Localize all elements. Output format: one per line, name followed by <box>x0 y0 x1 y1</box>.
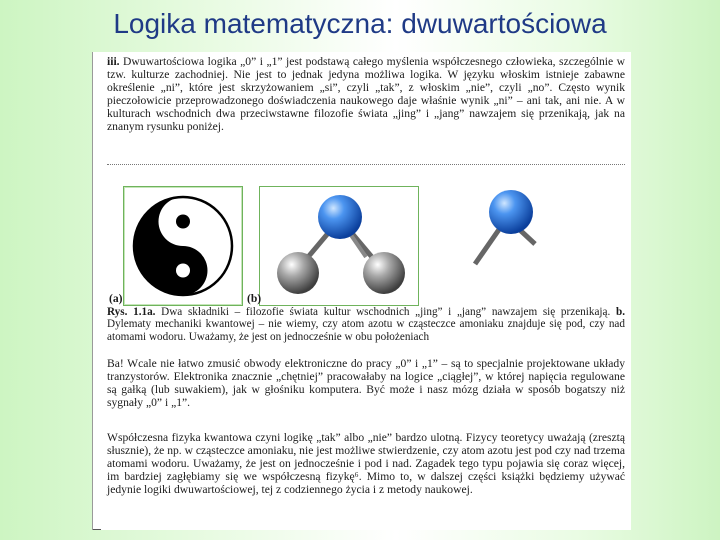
dotted-separator <box>107 164 625 165</box>
caption-text-2: Dylematy mechaniki kwantowej – nie wiemy, czy atom azotu w cząsteczce amoniaku znajduje się pod, czy nad atomami wodoru. Uważamy, że jest on jednocześnie w obu położeniach <box>107 318 625 343</box>
paragraph-intro-text: Dwuwartościowa logika „0” i „1” jest podstawą całego myślenia współczesnego człowieka, szczególnie w tzw. kulturze zachodniej. Nie jest to jednak jedyna możliwa logika. W języku włoskim istnieje zabawne określenie „ni”, które jest skrzyżowaniem „si”, czyli „tak”, z włoskim „nie”, czyli „no”. Często wynik pieczołowicie przeprowadzonego doświadczenia naukowego daje właśnie wynik „ni” – ani tak, ani nie. A w kulturach wschodnich dwa przeciwstawne filozofie świata „jing” i „jang” nawzajem się przenikają, jak na znanym rysunku poniżej. <box>107 55 625 133</box>
paragraph-intro <box>107 56 625 133</box>
slide-title: Logika matematyczna: dwuwartościowa <box>113 8 607 39</box>
ammonia-molecule-icon <box>260 187 418 305</box>
figure-1-1 <box>107 168 625 304</box>
paragraph-quantum: Współczesna fizyka kwantowa czyni logikę „tak” albo „nie” bardzo ulotną. Fizycy teoretycy uważają (zresztą słusznie), że np. w cząsteczce amoniaku, nie jest możliwe stwierdzenie, czy atom azotu jest pod czy nad trzema atomami wodoru. Uważamy, że jest on jednocześnie i pod i nad. Zagadek tego typu pojawia się coraz więcej, im bardziej zagłębiamy się we współczesną fizykę⁶. Mimo to, w dalszej części książki będziemy używać jedynie logiki dwuwartościowej, tej z codziennego życia i z metody naukowej. <box>107 431 625 496</box>
caption-b-mark: b. <box>615 306 626 318</box>
paragraph-number: iii. <box>107 55 120 68</box>
paragraph-electronics: Ba! Wcale nie łatwo zmusić obwody elektroniczne do pracy „0” i „1” – są to specjalnie projektowane układy tranzystorów. Elektronika znacznie „chętniej” pracowałaby na logice „ciągłej”, w której napięcia regulowane są gałką (lub suwakiem), jak w głośniku komputera. Być może i nasz mózg działa w sposób bogatszy niż sygnały „0” i „1”. <box>107 357 625 409</box>
figure-label-a: (a) <box>109 292 123 305</box>
figure-label-b: (b) <box>247 292 262 305</box>
nitrogen-atom-icon <box>427 182 577 292</box>
caption-lead: Rys. 1.1a. <box>107 306 156 318</box>
yin-yang-panel <box>123 186 243 306</box>
caption-text-1: Dwa składniki – filozofie świata kultur wschodnich „jing” i „jang” nawzajem się przenikają. <box>155 306 616 318</box>
ammonia-molecule-panel <box>259 186 419 306</box>
figure-caption <box>107 306 625 343</box>
yin-yang-icon <box>124 187 242 305</box>
document-page <box>92 52 631 530</box>
